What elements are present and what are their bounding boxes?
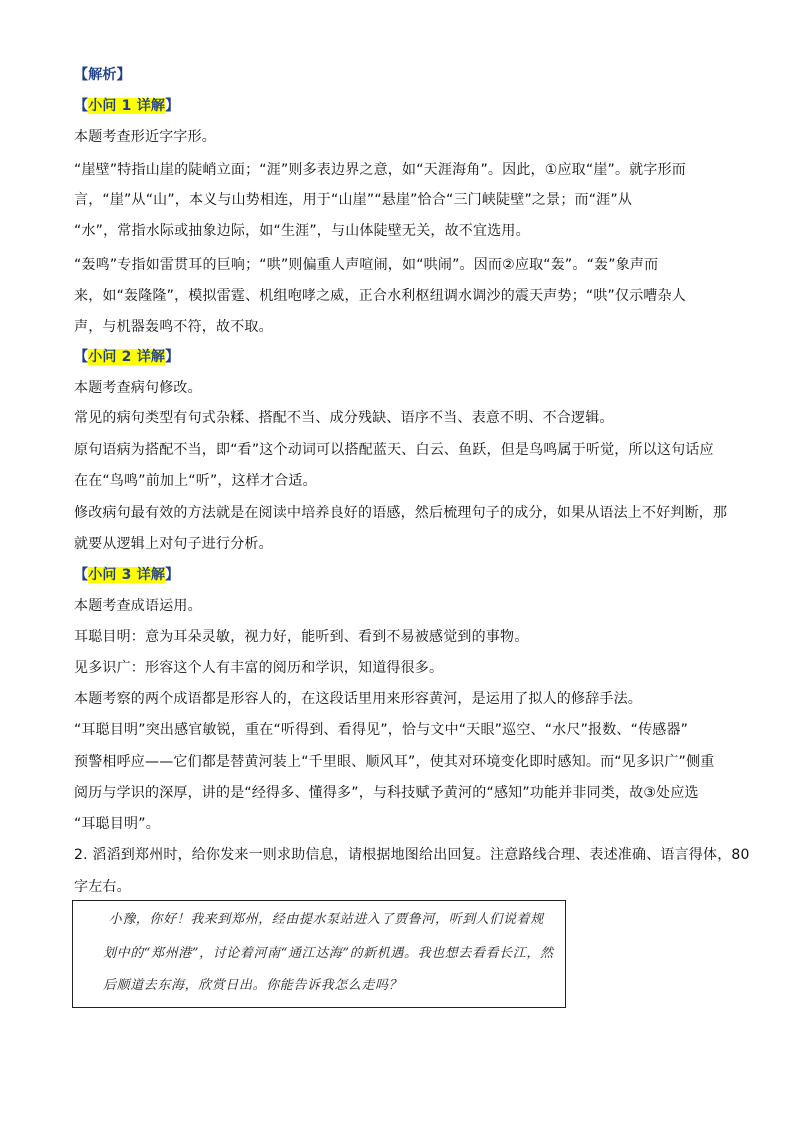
analysis-heading: 【解析】 [74, 67, 131, 83]
q3-tag-right: 】 [165, 567, 180, 583]
q1-tag-left: 【 [74, 98, 89, 114]
q3-line: 预警相呼应——它们都是替黄河装上“千里眼、顺风耳”，使其对环境变化即时感知。而“见多识广”侧重 [74, 754, 715, 770]
q3-line: 见多识广：形容这个人有丰富的阅历和学识，知道得很多。 [74, 660, 444, 676]
q2-tag-right: 】 [165, 349, 180, 365]
message-line: 划中的“郑州港”，讨论着河南“通江达海”的新机遇。我也想去看看长江，然 [103, 946, 554, 961]
q1-line: “崖壁”特指山崖的陡峭立面；“涯”则多表边界之意，如“天涯海角”。因此，①应取“崖”。就字形而 [74, 162, 686, 178]
q2-tag-highlight: 小问 2 详解 [88, 349, 166, 365]
q2-line: 在在“鸟鸣”前加上“听”，这样才合适。 [74, 473, 317, 489]
q3-tag-highlight: 小问 3 详解 [88, 567, 166, 583]
q3-line: 本题考查成语运用。 [74, 598, 202, 614]
q2-line: 常见的病句类型有句式杂糅、搭配不当、成分残缺、语序不当、表意不明、不合逻辑。 [74, 410, 614, 426]
q1-tag-highlight: 小问 1 详解 [88, 98, 166, 114]
q1-heading [74, 97, 179, 115]
q3-tag-left: 【 [74, 567, 89, 583]
q1-line: 言，“崖”从“山”，本义与山势相连，用于“山崖”“悬崖”恰合“三门峡陡壁”之景；而“涯”从 [74, 192, 633, 208]
q2-line: 原句语病为搭配不当，即“看”这个动词可以搭配蓝天、白云、鱼跃，但是鸟鸣属于听觉，所以这句话应 [74, 442, 714, 458]
q3-heading [74, 566, 179, 584]
q1-line: “轰鸣”专指如雷贯耳的巨响；“哄”则偏重人声喧闹，如“哄闹”。因而②应取“轰”。“轰”象声而 [74, 257, 659, 273]
q1-line: 来，如“轰隆隆”，模拟雷霆、机组咆哮之威，正合水利枢纽调水调沙的震天声势；“哄”仅示嘈杂人 [74, 288, 687, 304]
q1-line: “水”，常指水际或抽象边际，如“生涯”，与山体陡壁无关，故不宜选用。 [74, 223, 530, 239]
q3-line: 本题考察的两个成语都是形容人的，在这段话里用来形容黄河，是运用了拟人的修辞手法。 [74, 691, 642, 707]
question2-line: 2. 滔滔到郑州时，给你发来一则求助信息，请根据地图给出回复。注意路线合理、表述准确、语言得体，80 [74, 847, 750, 863]
q3-line: 阅历与学识的深厚，讲的是“经得多、懂得多”，与科技赋予黄河的“感知”功能并非同类，故③处应选 [74, 785, 699, 801]
q2-tag-left: 【 [74, 349, 89, 365]
message-line: 小豫，你好！我来到郑州，经由提水泵站进入了贾鲁河，听到人们说着规 [95, 912, 544, 927]
q3-line: 耳聪目明：意为耳朵灵敏，视力好，能听到、看到不易被感觉到的事物。 [74, 629, 529, 645]
q1-tag-right: 】 [165, 98, 180, 114]
message-box [72, 900, 566, 1008]
q3-line: “耳聪目明”。 [74, 816, 160, 832]
message-line: 后顺道去东海，欣赏日出。你能告诉我怎么走吗？ [103, 978, 403, 993]
q2-line: 就要从逻辑上对句子进行分析。 [74, 536, 273, 552]
q1-line: 本题考查形近字字形。 [74, 129, 216, 145]
q1-line: 声，与机器轰鸣不符，故不取。 [74, 319, 273, 335]
q2-line: 修改病句最有效的方法就是在阅读中培养良好的语感，然后梳理句子的成分，如果从语法上不好判断，那 [74, 505, 728, 521]
q2-heading [74, 348, 179, 366]
q3-line: “耳聪目明”突出感官敏锐，重在“听得到、看得见”，恰与文中“天眼”巡空、“水尺”报数、“传感器” [74, 722, 689, 738]
q2-line: 本题考查病句修改。 [74, 380, 202, 396]
question2-line: 字左右。 [74, 879, 131, 895]
